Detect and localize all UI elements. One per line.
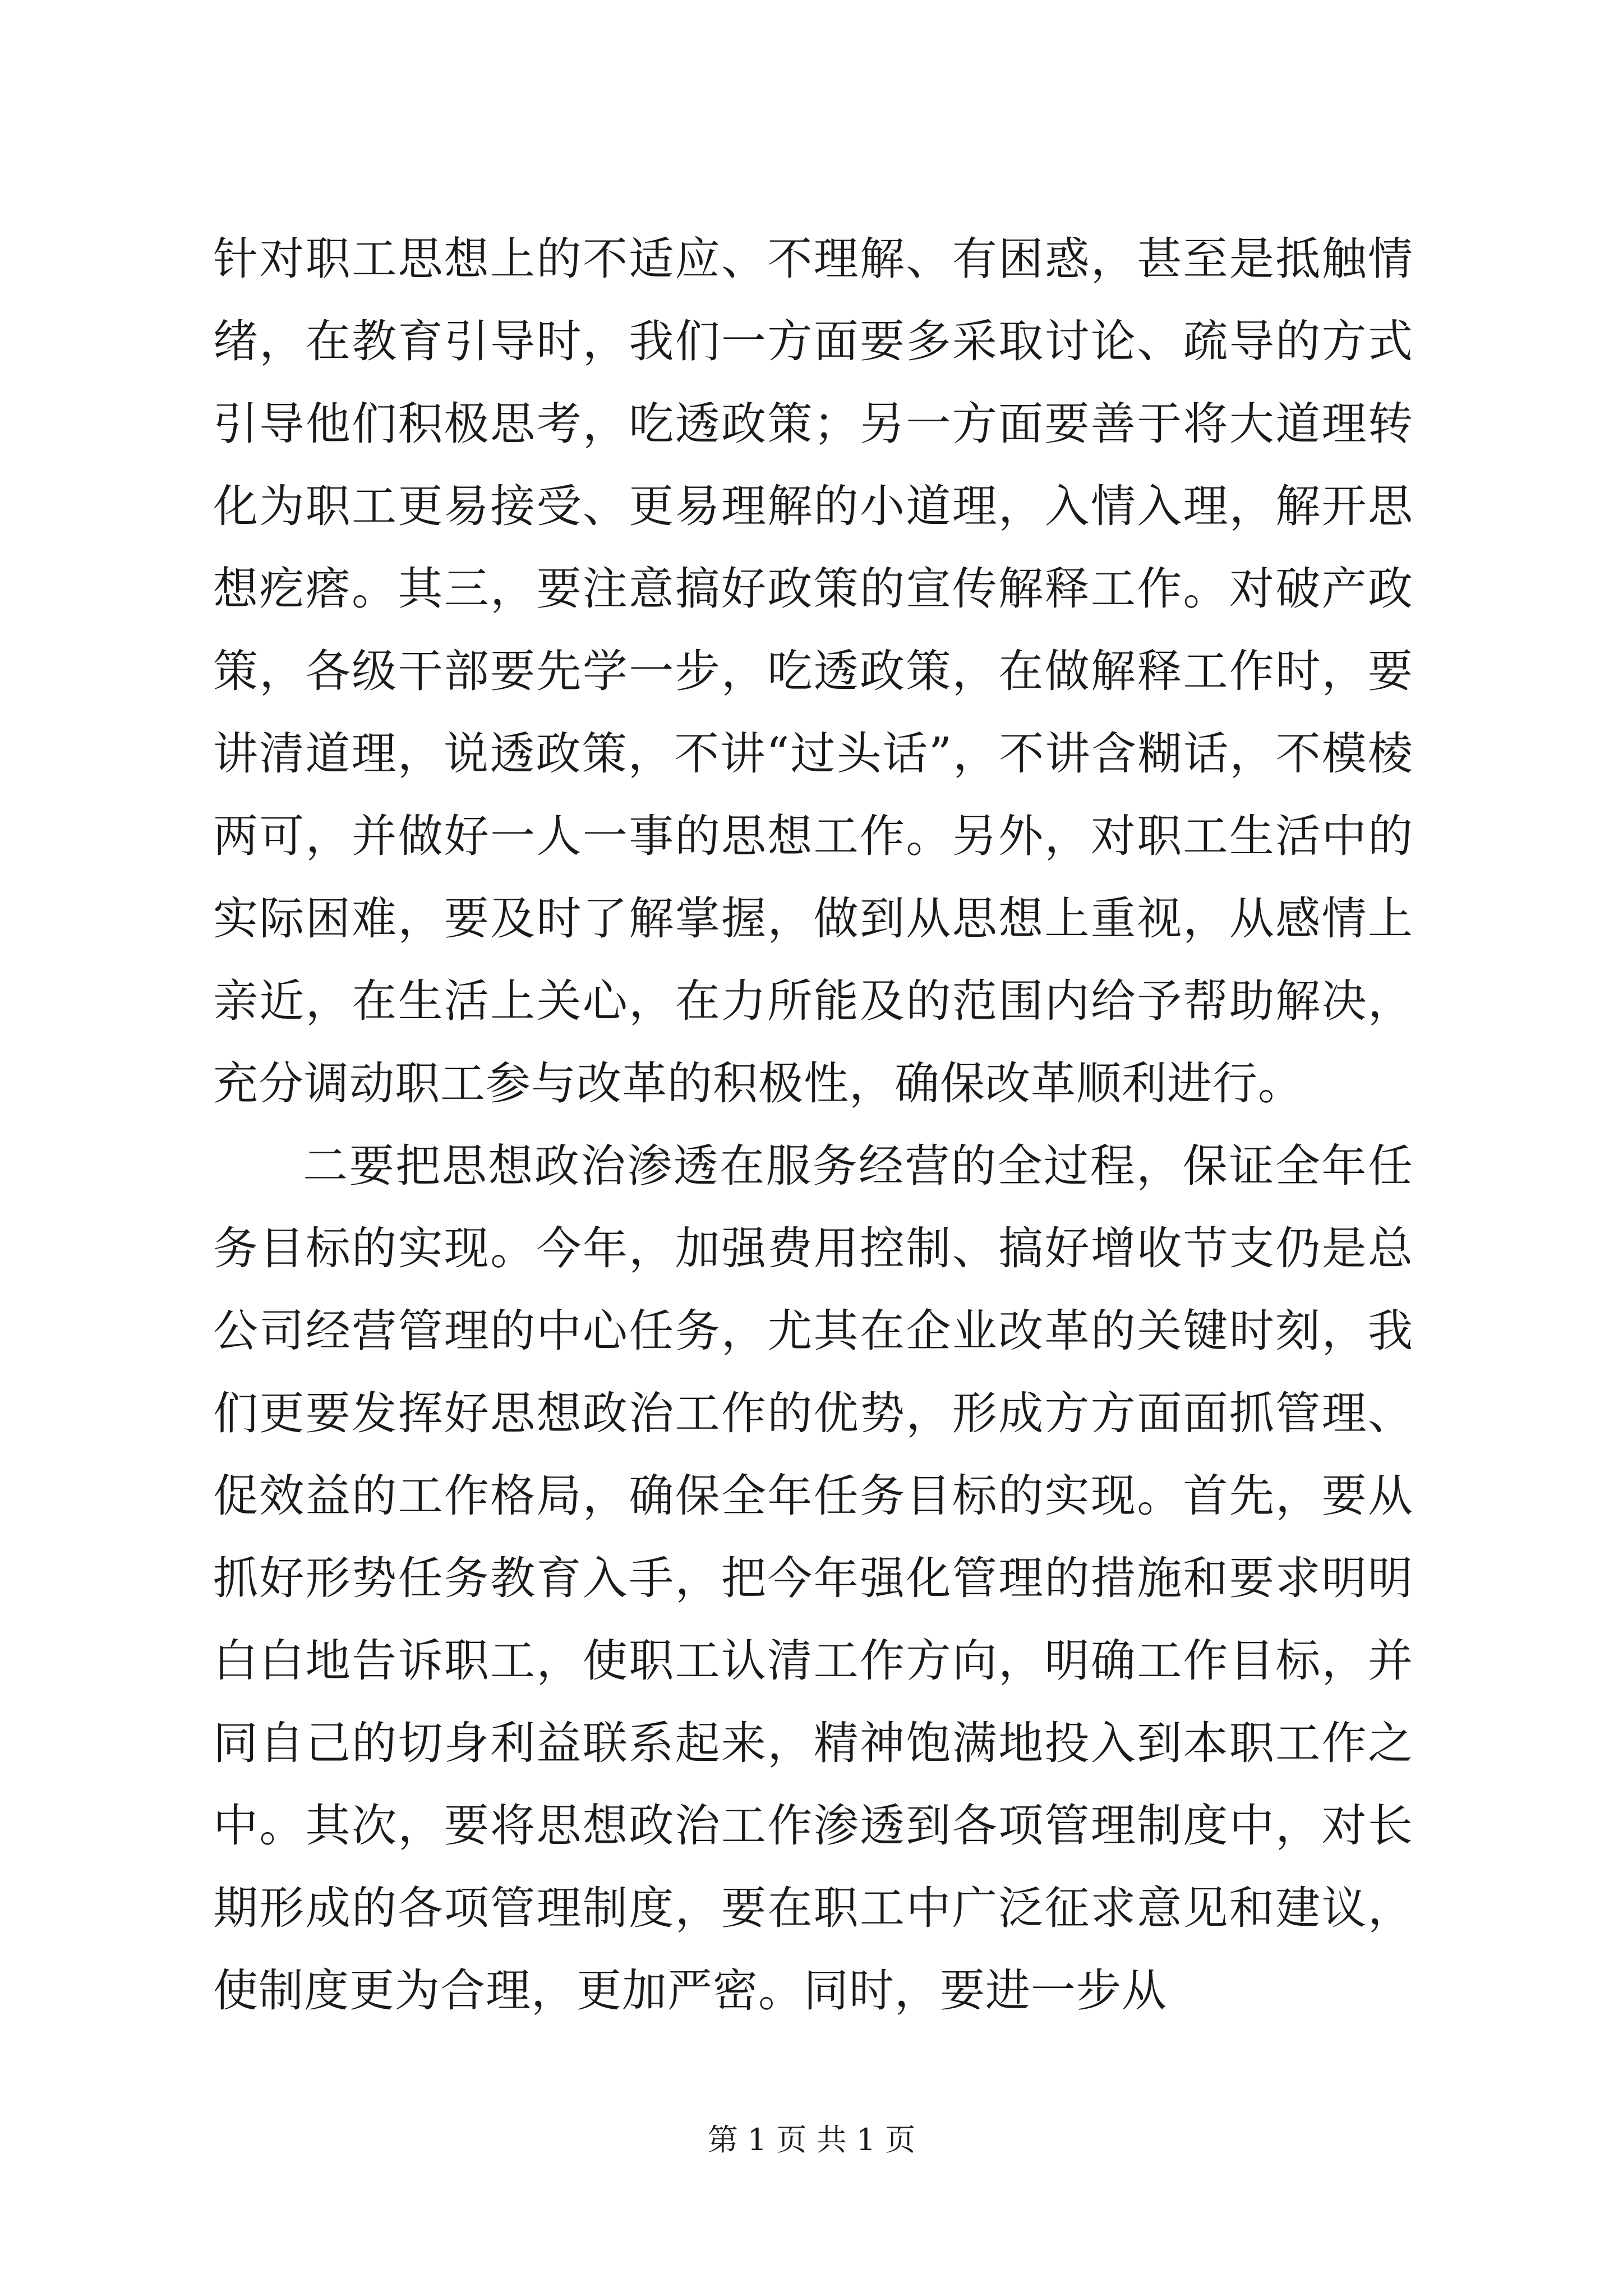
document-body bbox=[213, 218, 1413, 2032]
paragraph-2: 二要把思想政治渗透在服务经营的全过程，保证全年任务目标的实现。今年，加强费用控制、搞好增收节支仍是总公司经营管理的中心任务，尤其在企业改革的关键时刻，我们更要发挥好思想政治工作的优势，形成方方面面抓管理、促效益的工作格局，确保全年任务目标的实现。首先，要从抓好形势任务教育入手，把今年强化管理的措施和要求明明白白地告诉职工，使职工认清工作方向，明确工作目标，并同自己的切身利益联系起来，精神饱满地投入到本职工作之中。其次，要将思想政治工作渗透到各项管理制度中，对长期形成的各项管理制度，要在职工中广泛征求意见和建议，使制度更为合理，更加严密。同时，要进一步从 bbox=[213, 1140, 1413, 2017]
page-footer: 第 1 页 共 1 页 bbox=[707, 2122, 916, 2157]
paragraph-1: 针对职工思想上的不适应、不理解、有困惑，甚至是抵触情绪，在教育引导时，我们一方面要多采取讨论、疏导的方式引导他们积极思考，吃透政策；另一方面要善于将大道理转化为职工更易接受、更易理解的小道理，入情入理，解开思想疙瘩。其三，要注意搞好政策的宣传解释工作。对破产政策，各级干部要先学一步，吃透政策，在做解释工作时，要讲清道理，说透政策，不讲“过头话”，不讲含糊话，不模棱两可，并做好一人一事的思想工作。另外，对职工生活中的实际困难，要及时了解掌握，做到从思想上重视，从感情上亲近，在生活上关心，在力所能及的范围内给予帮助解决，充分调动职工参与改革的积极性，确保改革顺利进行。 bbox=[213, 233, 1413, 1110]
